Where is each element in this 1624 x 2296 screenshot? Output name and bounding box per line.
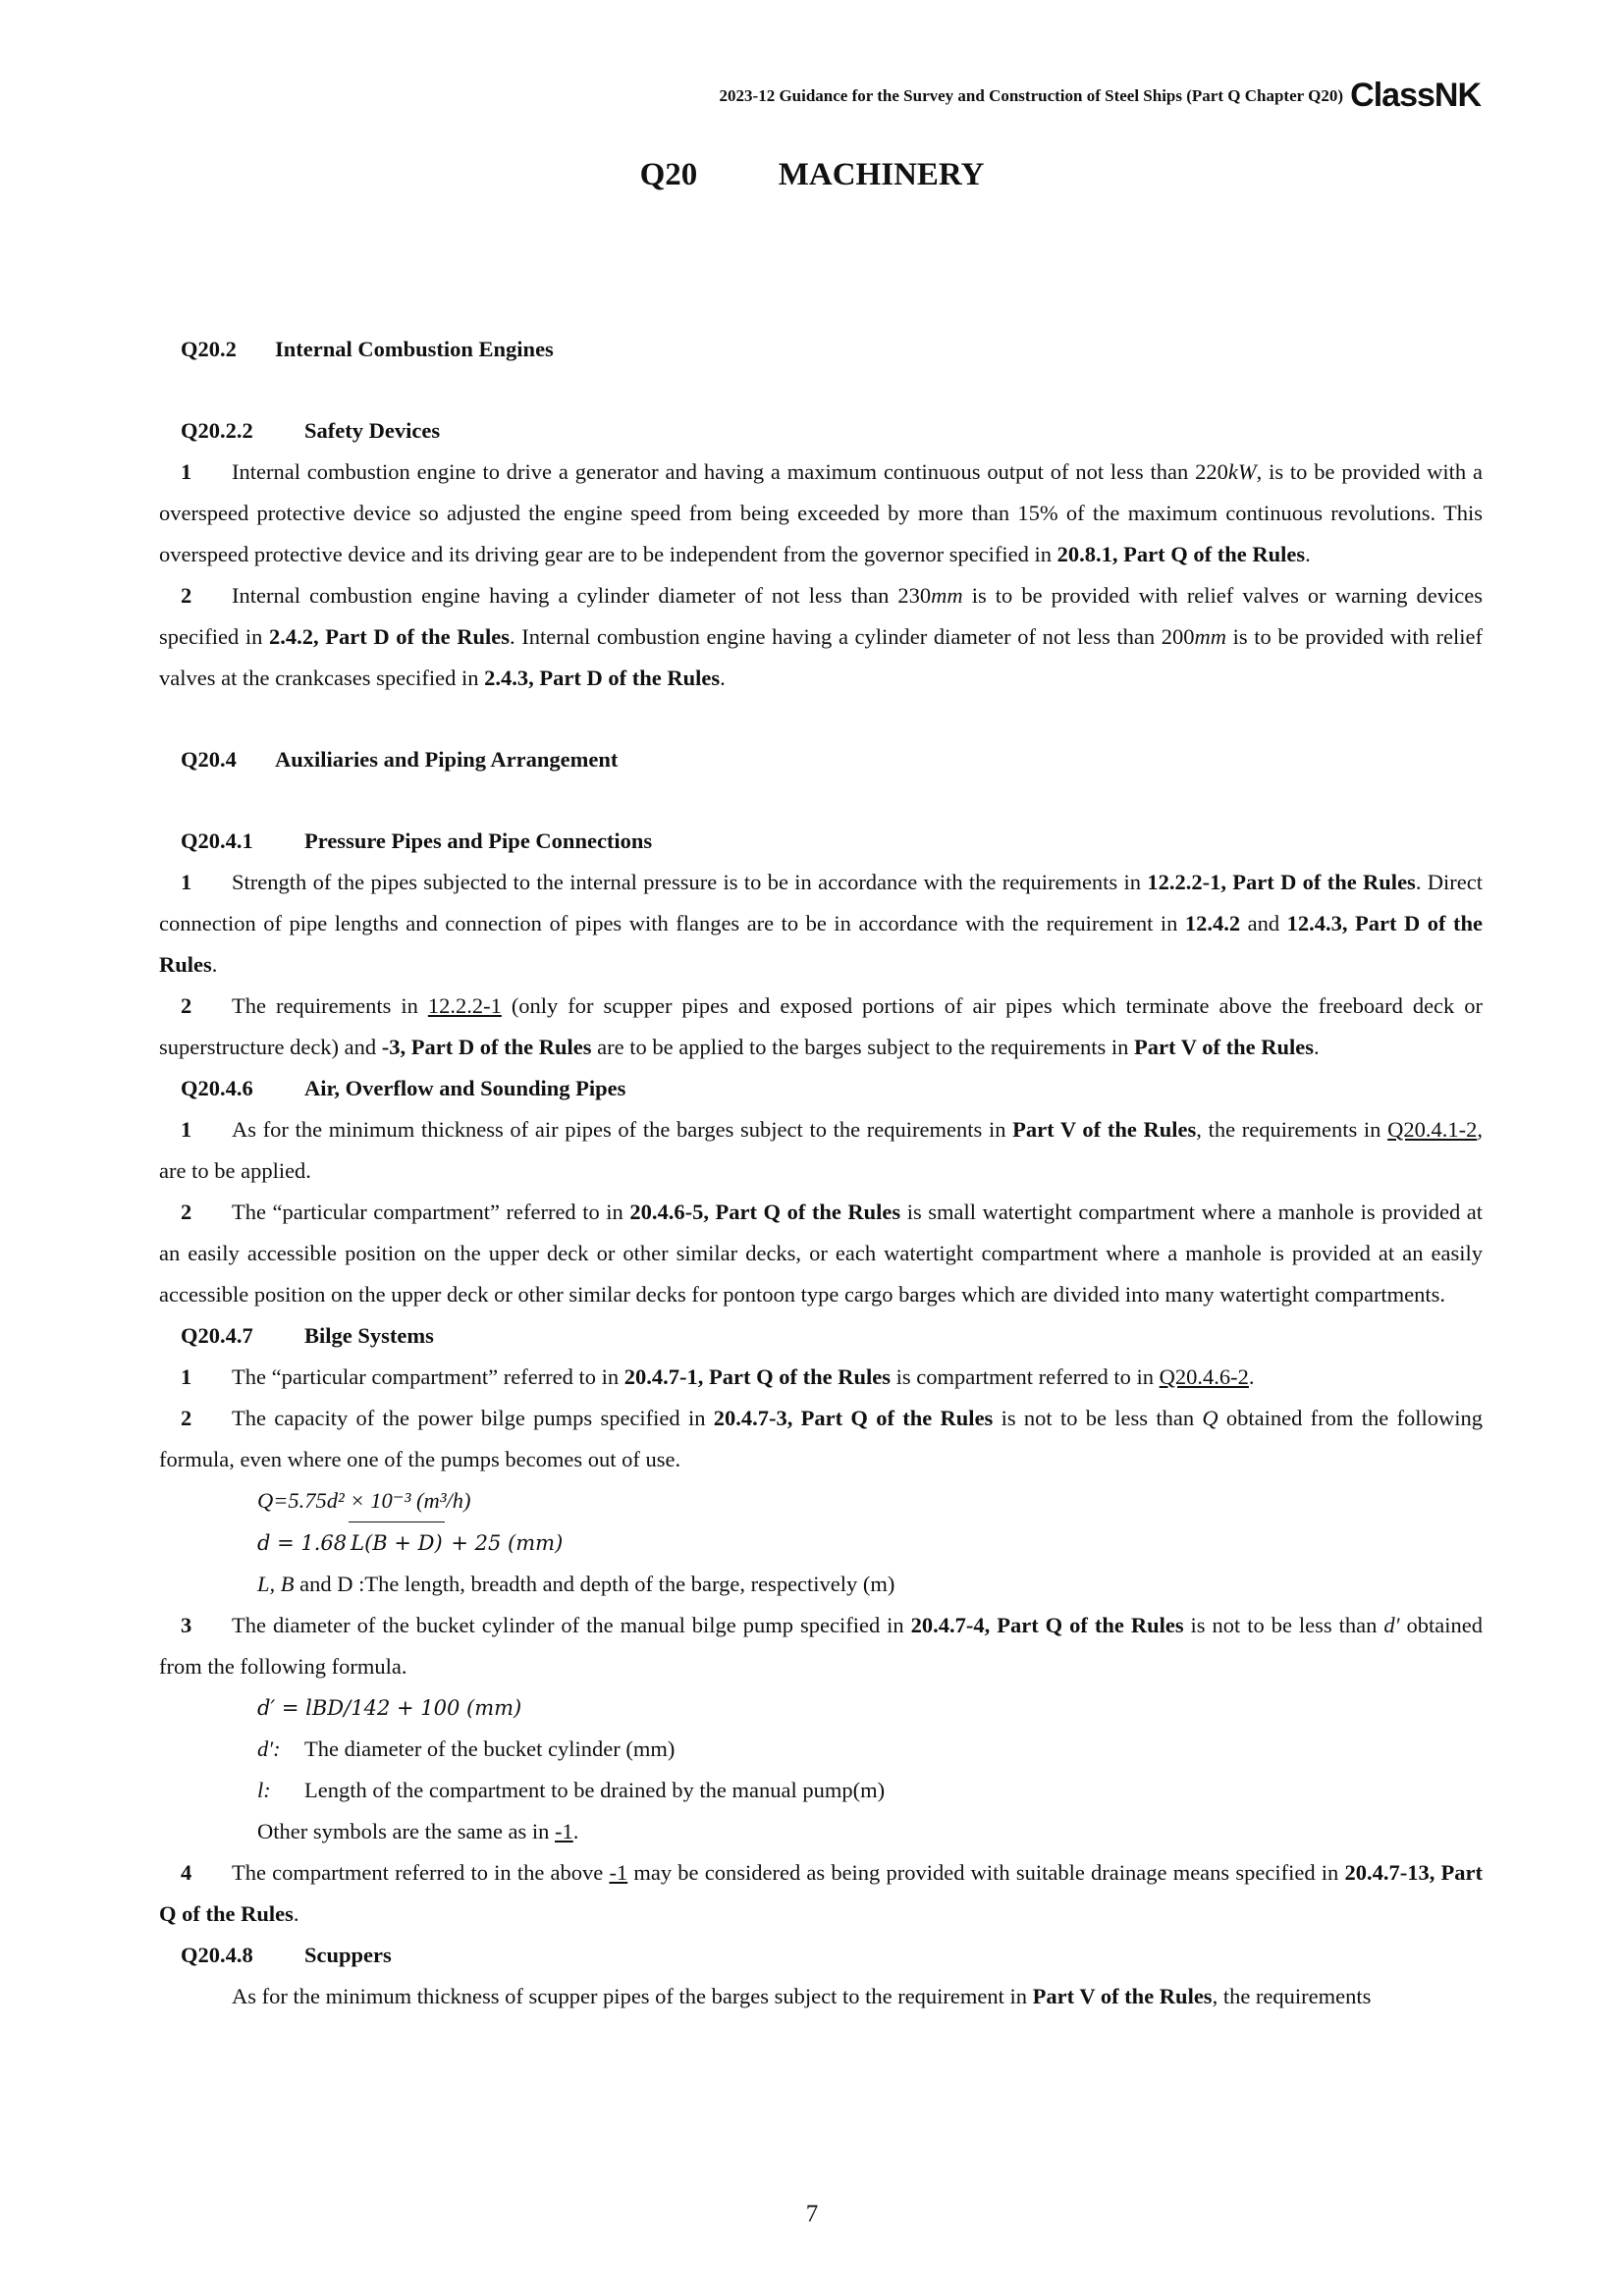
paragraph-q20-4-1-2: 2 The requirements in 12.2.2-1 (only for scupper pipes and exposed portions of air pipes which terminate above the freeboard deck or superstructure deck) and -3, Part D of the Rules are to be applied to the barges subject to the requirements in Part V of the Rules.	[159, 993, 1483, 1059]
paragraph-q20-4-7-4: 4 The compartment referred to in the above -1 may be considered as being provided with suitable drainage means specified in 20.4.7-13, Part Q of the Rules.	[159, 1860, 1484, 1926]
paragraph-q20-4-7-2: 2 The capacity of the power bilge pumps specified in 20.4.7-3, Part Q of the Rules is not to be less than Q obtained from the following formula, even where one of the pumps becomes out of use.	[159, 1406, 1483, 1471]
formula-pipe-diameter: d = 1.68 L(B + D) + 25 (mm)	[257, 1522, 1483, 1564]
rule-reference: 20.4.6-5, Part Q of the Rules	[629, 1200, 901, 1224]
cross-reference-link[interactable]: Q20.4.1-2	[1387, 1117, 1478, 1142]
rule-reference: Part V of the Rules	[1134, 1035, 1314, 1059]
chapter-title: Q20 MACHINERY	[639, 157, 985, 192]
formula-bucket-cylinder: d′ = lBD/142 + 100 (mm)	[257, 1696, 522, 1720]
cross-reference-link[interactable]: -1	[609, 1860, 628, 1885]
section-heading-q20-4-8: Q20.4.8 Scuppers	[181, 1943, 392, 1967]
rule-reference: 2.4.2, Part D of the Rules	[268, 624, 510, 649]
symbol-definition-d-prime: d′: The diameter of the bucket cylinder (mm)	[257, 1736, 676, 1761]
paragraph-q20-2-2-2: 2 Internal combustion engine having a cylinder diameter of not less than 230mm is to be provided with relief valves or warning devices specified in 2.4.2, Part D of the Rules. Internal combustion engine having a cylinder diameter of not less than 200mm is to be provided with relief valves at the crankcases specified in 2.4.3, Part D of the Rules.	[159, 583, 1483, 690]
paragraph-q20-4-7-1: 1 The “particular compartment” referred to in 20.4.7-1, Part Q of the Rules is compartment referred to in Q20.4.6-2.	[181, 1364, 1255, 1389]
section-heading-q20-2-2: Q20.2.2 Safety Devices	[181, 418, 441, 443]
rule-reference: 12.4.2	[1184, 911, 1241, 935]
section-heading-q20-2: Q20.2 Internal Combustion Engines	[181, 337, 554, 361]
rule-reference: 2.4.3, Part D of the Rules	[484, 666, 721, 690]
section-heading-q20-4: Q20.4 Auxiliaries and Piping Arrangement	[181, 747, 619, 772]
cross-reference-link[interactable]: 12.2.2-1	[427, 993, 502, 1018]
symbol-definition-l: l: Length of the compartment to be drained by the manual pump(m)	[257, 1778, 886, 1802]
page-number: 7	[805, 2201, 819, 2227]
formula-bilge-capacity: Q=5.75d² × 10⁻³ (m³/h)	[257, 1488, 471, 1513]
paragraph-q20-4-1-1: 1 Strength of the pipes subjected to the internal pressure is to be in accordance with the requirements in 12.2.2-1, Part D of the Rules. Direct connection of pipe lengths and connection of pipes with flanges are to be in accordance with the requirement in 12.4.2 and 12.4.3, Part D of the Rules.	[159, 870, 1483, 977]
formula-symbol-definition: L, B and D :The length, breadth and depth of the barge, respectively (m)	[257, 1572, 895, 1596]
section-heading-q20-4-1: Q20.4.1 Pressure Pipes and Pipe Connections	[181, 828, 653, 853]
cross-reference-link[interactable]: -1	[555, 1819, 573, 1843]
rule-reference: 12.2.2-1, Part D of the Rules	[1147, 870, 1416, 894]
paragraph-q20-4-8: As for the minimum thickness of scupper pipes of the barges subject to the requirement in Part V of the Rules, the requirements	[232, 1984, 1372, 2008]
rule-reference: 12.4.3, Part D of the Rules	[159, 911, 1483, 977]
symbol-definition-other: Other symbols are the same as in -1.	[257, 1819, 579, 1843]
paragraph-q20-4-6-2: 2 The “particular compartment” referred to in 20.4.6-5, Part Q of the Rules is small watertight compartment where a manhole is provided at an easily accessible position on the upper deck or other similar decks, or each watertight compartment where a manhole is provided at an easily accessible position on the upper deck or other similar decks for pontoon type cargo barges which are divided into many watertight compartments.	[159, 1200, 1483, 1307]
rule-reference: 20.4.7-1, Part Q of the Rules	[623, 1364, 892, 1389]
rule-reference: 20.4.7-13, Part Q of the Rules	[159, 1860, 1484, 1926]
cross-reference-link[interactable]: Q20.4.6-2	[1159, 1364, 1249, 1389]
rule-reference: 20.4.7-3, Part Q of the Rules	[713, 1406, 994, 1430]
paragraph-q20-2-2-1: 1 Internal combustion engine to drive a generator and having a maximum continuous output of not less than 220kW, is to be provided with a overspeed protective device so adjusted the engine speed from being exceeded by more than 15% of the maximum continuous revolutions. This overspeed protective device and its driving gear are to be independent from the governor specified in 20.8.1, Part Q of the Rules.	[159, 459, 1484, 566]
rule-reference: Part V of the Rules	[1032, 1984, 1213, 2008]
section-heading-q20-4-6: Q20.4.6 Air, Overflow and Sounding Pipes	[181, 1076, 626, 1100]
rule-reference: 20.4.7-4, Part Q of the Rules	[910, 1613, 1184, 1637]
square-root: L(B + D)	[349, 1522, 445, 1564]
rule-reference: -3, Part D of the Rules	[381, 1035, 592, 1059]
classnk-logo: ClassNK	[1350, 77, 1481, 114]
paragraph-q20-4-7-3: 3 The diameter of the bucket cylinder of the manual bilge pump specified in 20.4.7-4, Part Q of the Rules is not to be less than d′ obtained from the following formula.	[159, 1613, 1483, 1679]
section-heading-q20-4-7: Q20.4.7 Bilge Systems	[181, 1323, 434, 1348]
rule-reference: 20.8.1, Part Q of the Rules	[1056, 542, 1306, 566]
running-title: 2023-12 Guidance for the Survey and Construction of Steel Ships (Part Q Chapter Q20)	[719, 86, 1343, 105]
running-header	[0, 77, 1481, 116]
rule-reference: Part V of the Rules	[1012, 1117, 1197, 1142]
paragraph-q20-4-6-1: 1 As for the minimum thickness of air pipes of the barges subject to the requirements in Part V of the Rules, the requirements in Q20.4.1-2, are to be applied.	[159, 1117, 1483, 1183]
document-body	[159, 329, 1483, 2017]
